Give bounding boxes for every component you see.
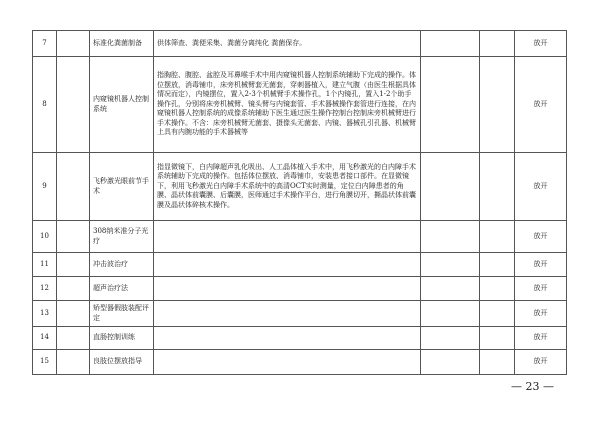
empty-cell	[480, 253, 515, 277]
item-name: 飞秒激光眼前节手术	[90, 153, 154, 221]
pricing-status: 放开	[515, 277, 567, 301]
row-number: 11	[33, 253, 57, 277]
row-number: 8	[33, 57, 57, 153]
item-name: 308纳米准分子光疗	[90, 221, 154, 253]
table-row	[33, 301, 567, 327]
item-description: 供体筛查、粪便采集、粪菌分离纯化 粪菌保存。	[154, 31, 421, 57]
table-row	[33, 350, 567, 375]
empty-cell	[57, 277, 90, 301]
row-number: 13	[33, 301, 57, 327]
empty-cell	[57, 301, 90, 327]
row-number: 9	[33, 153, 57, 221]
row-number: 15	[33, 350, 57, 375]
empty-cell	[480, 327, 515, 350]
empty-cell	[421, 350, 480, 375]
empty-cell	[57, 221, 90, 253]
pricing-status: 放开	[515, 350, 567, 375]
row-number: 10	[33, 221, 57, 253]
table-row	[33, 31, 567, 57]
row-number: 7	[33, 31, 57, 57]
item-description	[154, 301, 421, 327]
item-name: 良肢位摆放指导	[90, 350, 154, 375]
pricing-status: 放开	[515, 221, 567, 253]
table-row	[33, 57, 567, 153]
item-description	[154, 277, 421, 301]
page-number: — 23 —	[511, 380, 554, 393]
table-row	[33, 221, 567, 253]
pricing-status: 放开	[515, 57, 567, 153]
table-row	[33, 327, 567, 350]
pricing-status: 放开	[515, 327, 567, 350]
empty-cell	[480, 153, 515, 221]
row-number: 12	[33, 277, 57, 301]
item-description: 指胸腔、腹腔、盆腔及耳鼻喉手术中用内窥镜机器人控制系统辅助下完成的操作。体位摆放，消毒铺巾，床旁机械臂套无菌套，穿刺器植入，建立气腹（由医生根据具体情况而定），内镜摆位，置入2-3个机械臂手术操作孔，1个内镜孔，置入1-2个助手操作孔，分别将床旁机械臂、镜头臂与内镜套管、手术器械操作套管进行连接，在内窥镜机器人控制系统的成像系统辅助下医生通过医生操作控制台控制床旁机械臂进行手术操作。不含：床旁机械臂无菌套、摄像头无菌套、内镜、器械孔引孔器、机械臂上具有内腕功能的手术器械等	[154, 57, 421, 153]
empty-cell	[57, 57, 90, 153]
item-name: 超声治疗法	[90, 277, 154, 301]
empty-cell	[57, 327, 90, 350]
table-row	[33, 153, 567, 221]
item-name: 标准化粪菌制备	[90, 31, 154, 57]
empty-cell	[421, 301, 480, 327]
item-name: 矫型器假肢装配评定	[90, 301, 154, 327]
empty-cell	[480, 221, 515, 253]
empty-cell	[421, 277, 480, 301]
row-number: 14	[33, 327, 57, 350]
empty-cell	[480, 350, 515, 375]
empty-cell	[421, 153, 480, 221]
item-description	[154, 327, 421, 350]
empty-cell	[421, 57, 480, 153]
empty-cell	[57, 253, 90, 277]
pricing-status: 放开	[515, 301, 567, 327]
empty-cell	[421, 253, 480, 277]
empty-cell	[57, 153, 90, 221]
empty-cell	[480, 57, 515, 153]
empty-cell	[421, 327, 480, 350]
item-name: 直肠控制训练	[90, 327, 154, 350]
pricing-status: 放开	[515, 31, 567, 57]
empty-cell	[57, 350, 90, 375]
empty-cell	[421, 221, 480, 253]
item-description	[154, 350, 421, 375]
pricing-status: 放开	[515, 153, 567, 221]
empty-cell	[480, 277, 515, 301]
pricing-status: 放开	[515, 253, 567, 277]
table-row	[33, 277, 567, 301]
empty-cell	[480, 301, 515, 327]
service-items-table	[32, 30, 567, 375]
item-description: 指显微镜下，白内障超声乳化吸出、人工晶体植入手术中，用飞秒激光的白内障手术系统辅助下完成的操作。包括体位摆放、消毒铺巾，安装患者接口部件。在显微镜下，利用飞秒激光白内障手术系统中的高清OCT实时测量，定位白内障患者的角膜、晶状体前囊膜、后囊膜，医师通过手术操作平台，进行角膜切开，撕晶状体前囊膜及晶状体碎核术操作。	[154, 153, 421, 221]
item-description	[154, 253, 421, 277]
empty-cell	[57, 31, 90, 57]
item-name: 冲击波治疗	[90, 253, 154, 277]
item-name: 内窥镜机器人控制系统	[90, 57, 154, 153]
empty-cell	[480, 31, 515, 57]
item-description	[154, 221, 421, 253]
empty-cell	[421, 31, 480, 57]
table-row	[33, 253, 567, 277]
